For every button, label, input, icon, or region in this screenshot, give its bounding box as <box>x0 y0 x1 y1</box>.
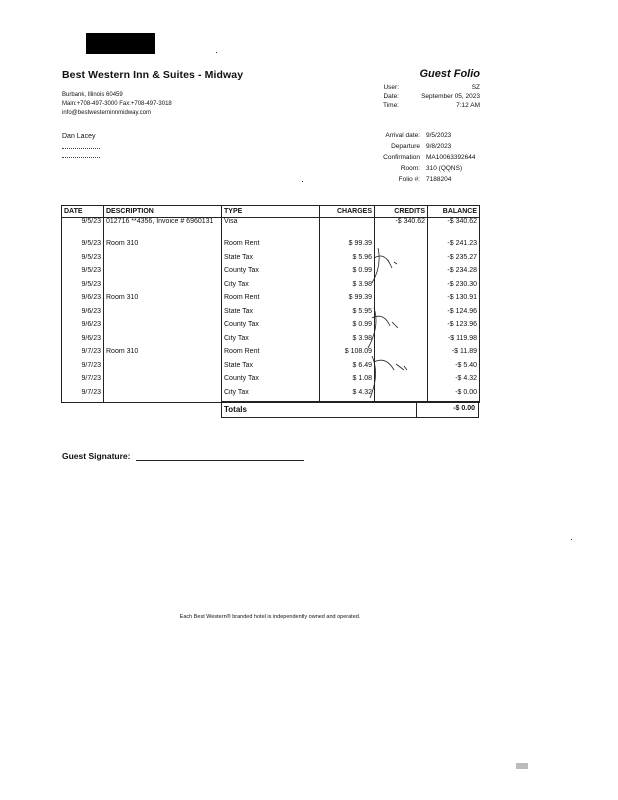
row-date: 9/6/23 <box>62 308 104 322</box>
header-type: TYPE <box>222 206 320 218</box>
user-label: User: <box>383 84 399 91</box>
row-type: State Tax <box>222 254 320 268</box>
scan-speck <box>216 52 217 53</box>
time-value: 7:12 AM <box>456 102 480 109</box>
row-charges: $ 4.32 <box>320 389 375 403</box>
table-header-row <box>62 206 480 218</box>
row-description <box>104 281 222 295</box>
row-description <box>104 335 222 349</box>
blank-address-line-1 <box>62 148 100 149</box>
row-balance: -$ 5.40 <box>428 362 480 376</box>
row-date: 9/6/23 <box>62 335 104 349</box>
row-type: State Tax <box>222 362 320 376</box>
row-charges: $ 5.95 <box>320 308 375 322</box>
row-date: 9/7/23 <box>62 389 104 403</box>
row-balance: -$ 11.89 <box>428 348 480 362</box>
room-label: Room: <box>400 165 420 172</box>
date-value: September 05, 2023 <box>421 93 480 100</box>
row-date: 9/6/23 <box>62 321 104 335</box>
row-charges: $ 0.99 <box>320 267 375 281</box>
row-date: 9/6/23 <box>62 294 104 308</box>
handwritten-checkmarks <box>360 238 420 403</box>
row-balance: -$ 234.28 <box>428 267 480 281</box>
row-type: City Tax <box>222 389 320 403</box>
row-balance: -$ 4.32 <box>428 375 480 389</box>
footer-disclaimer: Each Best Western® branded hotel is independently owned and operated. <box>179 614 361 620</box>
row-description <box>104 308 222 322</box>
header-credits: CREDITS <box>375 206 428 218</box>
row-charges: $ 3.98 <box>320 335 375 349</box>
row-balance: -$ 123.96 <box>428 321 480 335</box>
row-balance: -$ 0.00 <box>428 389 480 403</box>
folio-number-label: Folio #: <box>398 176 420 183</box>
row-date: 9/5/23 <box>62 240 104 254</box>
row-balance: -$ 130.91 <box>428 294 480 308</box>
scan-speck <box>571 539 572 540</box>
row-description <box>104 389 222 403</box>
guest-signature-line <box>136 460 304 461</box>
row-date: 9/5/23 <box>62 254 104 268</box>
row-charges: $ 99.39 <box>320 240 375 254</box>
hotel-name: Best Western Inn & Suites - Midway <box>62 69 244 81</box>
departure-value: 9/8/2023 <box>426 143 452 150</box>
row-type: Room Rent <box>222 240 320 254</box>
row-description: Room 310 <box>104 240 222 254</box>
row-description: 012716 **4356, Invoice # 6960131 <box>104 218 222 241</box>
guest-name: Dan Lacey <box>62 133 96 140</box>
redacted-logo-block <box>86 33 155 54</box>
header-charges: CHARGES <box>320 206 375 218</box>
row-type: County Tax <box>222 321 320 335</box>
row-charges: $ 0.99 <box>320 321 375 335</box>
header-date: DATE <box>62 206 104 218</box>
row-description <box>104 267 222 281</box>
row-description <box>104 321 222 335</box>
table-row <box>62 218 480 241</box>
row-description: Room 310 <box>104 294 222 308</box>
row-type: State Tax <box>222 308 320 322</box>
guest-signature-label: Guest Signature: <box>62 451 131 461</box>
address-line-email: info@bestwesterninnmidway.com <box>62 110 152 116</box>
row-type: Room Rent <box>222 348 320 362</box>
row-type: City Tax <box>222 281 320 295</box>
row-type: Room Rent <box>222 294 320 308</box>
row-charges: $ 3.98 <box>320 281 375 295</box>
arrival-value: 9/5/2023 <box>426 132 452 139</box>
row-charges: $ 1.08 <box>320 375 375 389</box>
row-charges: $ 5.96 <box>320 254 375 268</box>
row-date: 9/5/23 <box>62 218 104 241</box>
row-balance: -$ 340.62 <box>428 218 480 241</box>
row-description <box>104 375 222 389</box>
row-balance: -$ 241.23 <box>428 240 480 254</box>
confirmation-label: Confirmation <box>383 154 420 161</box>
row-description <box>104 362 222 376</box>
row-type: County Tax <box>222 267 320 281</box>
address-line-city: Burbank, Illinois 60459 <box>62 92 123 98</box>
row-charges <box>320 218 375 241</box>
totals-label: Totals <box>224 405 247 414</box>
row-date: 9/7/23 <box>62 375 104 389</box>
folio-number-value: 7188204 <box>426 176 452 183</box>
totals-value: -$ 0.00 <box>453 405 475 412</box>
scan-speck <box>302 181 303 182</box>
row-date: 9/7/23 <box>62 362 104 376</box>
header-balance: BALANCE <box>428 206 480 218</box>
row-charges: $ 6.49 <box>320 362 375 376</box>
date-label: Date: <box>383 93 399 100</box>
row-credits: -$ 340.62 <box>375 218 428 241</box>
row-type: Visa <box>222 218 320 241</box>
user-value: SZ <box>471 84 480 91</box>
arrival-label: Arrival date: <box>385 132 420 139</box>
confirmation-value: MA10063392644 <box>426 154 476 161</box>
row-date: 9/5/23 <box>62 267 104 281</box>
row-type: County Tax <box>222 375 320 389</box>
row-description: Room 310 <box>104 348 222 362</box>
blank-address-line-2 <box>62 157 100 158</box>
address-line-phone: Main:+708-497-3000 Fax:+708-497-3018 <box>62 101 172 107</box>
row-description <box>104 254 222 268</box>
row-balance: -$ 230.30 <box>428 281 480 295</box>
page-corner-mark <box>516 763 528 769</box>
row-charges: $ 108.09 <box>320 348 375 362</box>
row-date: 9/7/23 <box>62 348 104 362</box>
header-description: DESCRIPTION <box>104 206 222 218</box>
row-balance: -$ 235.27 <box>428 254 480 268</box>
row-type: City Tax <box>222 335 320 349</box>
row-date: 9/5/23 <box>62 281 104 295</box>
time-label: Time: <box>382 102 399 109</box>
row-charges: $ 99.39 <box>320 294 375 308</box>
row-balance: -$ 124.96 <box>428 308 480 322</box>
folio-title: Guest Folio <box>419 68 480 80</box>
departure-label: Departure <box>391 143 420 150</box>
room-value: 310 (QQNS) <box>426 165 463 172</box>
row-balance: -$ 119.98 <box>428 335 480 349</box>
